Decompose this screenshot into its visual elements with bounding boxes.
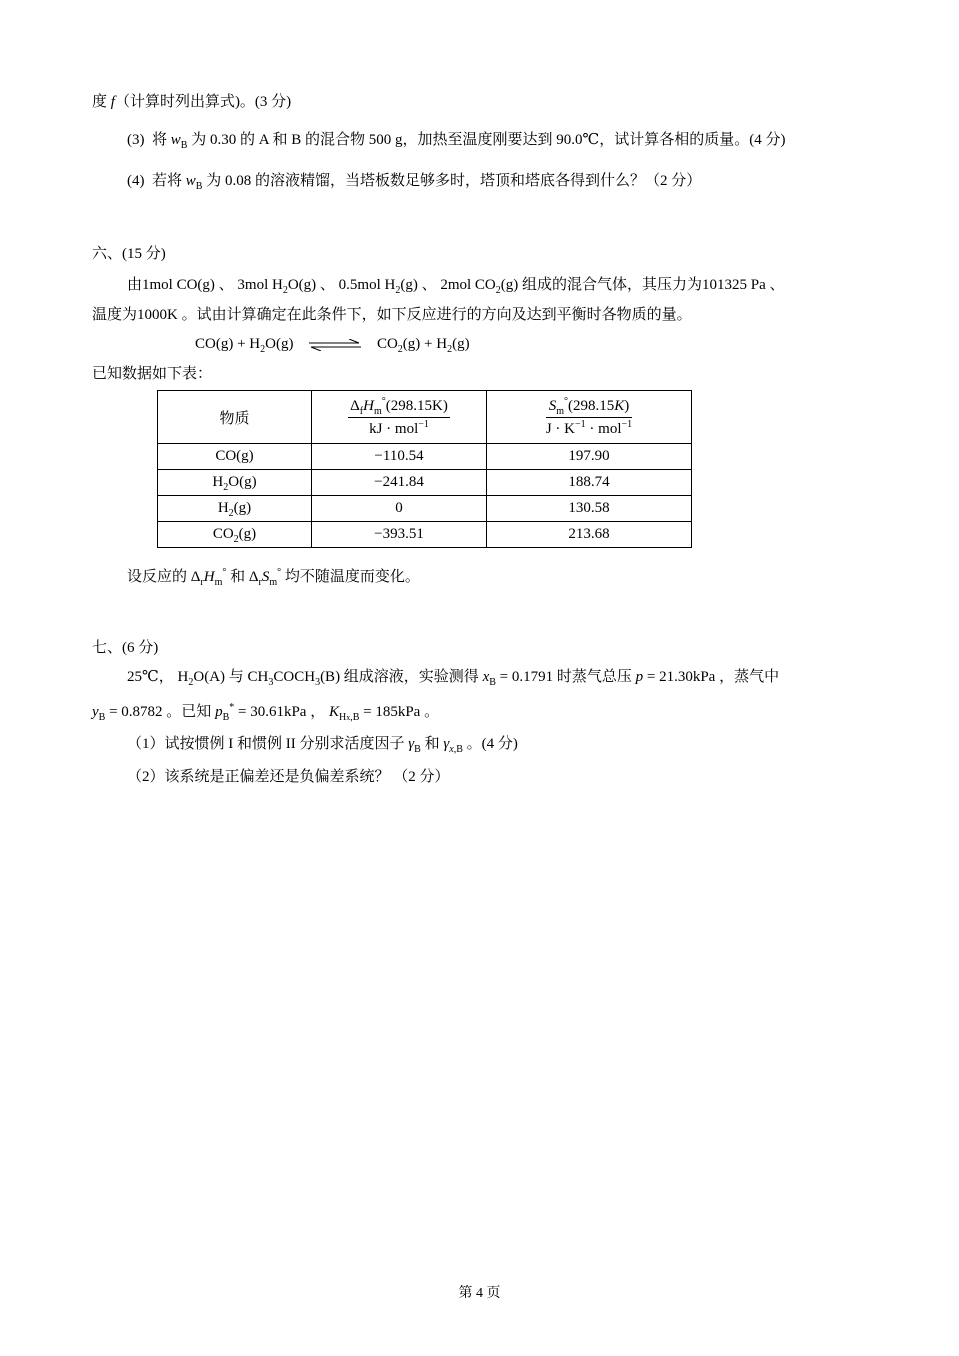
q7-item-2: （2）该系统是正偏差还是负偏差系统？ （2 分） <box>127 769 450 785</box>
cell-enthalpy: −393.51 <box>312 522 487 548</box>
table-row <box>158 522 692 548</box>
equilibrium-arrow-icon <box>309 339 361 351</box>
q5-item-3: (3) 将 $w_B$ 为 0.30 的 A 和 B 的混合物 500 g，加热至温度刚要达到 90.0℃，试计算各相的质量。(4 分) <box>127 132 786 151</box>
cell-entropy: 188.74 <box>487 470 692 496</box>
q7-item-1: （1）试按惯例 I 和惯例 II 分别求活度因子 $\gamma_B$ 和 $\gamma_{x,B}$ 。(4 分) <box>127 736 518 755</box>
cell-enthalpy: −110.54 <box>312 444 487 470</box>
reaction-equation <box>195 334 470 354</box>
reaction-products: $CO_2(g) + H_2(g)$ <box>376 336 470 355</box>
page-number: 第 4 页 <box>458 1286 501 1301</box>
header-entropy: $\frac{S_m^\circ(298.15K)}{J \cdot K^{-1} \cdot mol^{-1}}$ <box>487 391 692 444</box>
header-substance: 物质 <box>158 391 312 444</box>
cell-substance: $CO_2(g)$ <box>158 522 312 548</box>
q5-item-4: (4) 若将 $w_B$ 为 0.08 的溶液精馏，当塔板数足够多时，塔顶和塔底各得到什么？（2 分） <box>127 173 702 192</box>
q7-text-line-1: 25℃， $H_2O(A)$ 与 $CH_3COCH_3(B)$ 组成溶液，实验测得 $x_B = 0.1791$ 时蒸气总压 p = 21.30kPa ，蒸气中 <box>127 669 780 688</box>
cell-entropy: 213.68 <box>487 522 692 548</box>
cell-entropy: 197.90 <box>487 444 692 470</box>
q7-text-line-2: $y_B = 0.8782$ 。已知 $p_B^* = 30.61kPa$ ， $K_{Hx,B} = 185kPa$ 。 <box>92 702 440 723</box>
q6-text-line-1: 由1mol CO(g) 、 3mol $H_2O(g)$ 、 0.5mol $H_2(g)$ 、 2mol $CO_2(g)$ 组成的混合气体，其压力为101325 Pa 、 <box>127 277 785 296</box>
q6-note: 设反应的 $\Delta_rH_m^\circ$ 和 $\Delta_rS_m^\circ$ 均不随温度而变化。 <box>127 567 420 588</box>
cell-enthalpy: −241.84 <box>312 470 487 496</box>
header-enthalpy: $\frac{\Delta_fH_m^\circ(298.15K)}{kJ \cdot mol^{-1}}$ <box>312 391 487 444</box>
reaction-reactants: $CO(g) + H_2O(g)$ <box>195 336 294 355</box>
table-row <box>158 470 692 496</box>
cell-substance: $H_2O(g)$ <box>158 470 312 496</box>
cell-entropy: 130.58 <box>487 496 692 522</box>
cell-substance: $H_2(g)$ <box>158 496 312 522</box>
cell-enthalpy: 0 <box>312 496 487 522</box>
q5-line-tail: 度 f（计算时列出算式)。(3 分) <box>92 94 292 110</box>
table-row <box>158 444 692 470</box>
q7-heading: 七、(6 分) <box>92 640 159 656</box>
thermo-data-table <box>157 390 692 548</box>
cell-substance: CO(g) <box>158 444 312 470</box>
q6-heading: 六、(15 分) <box>92 246 166 262</box>
q6-known-data: 已知数据如下表： <box>92 366 213 382</box>
table-row <box>158 496 692 522</box>
q6-text-line-2: 温度为1000K 。试由计算确定在此条件下，如下反应进行的方向及达到平衡时各物质的量。 <box>92 307 692 323</box>
table-header-row <box>158 391 692 444</box>
